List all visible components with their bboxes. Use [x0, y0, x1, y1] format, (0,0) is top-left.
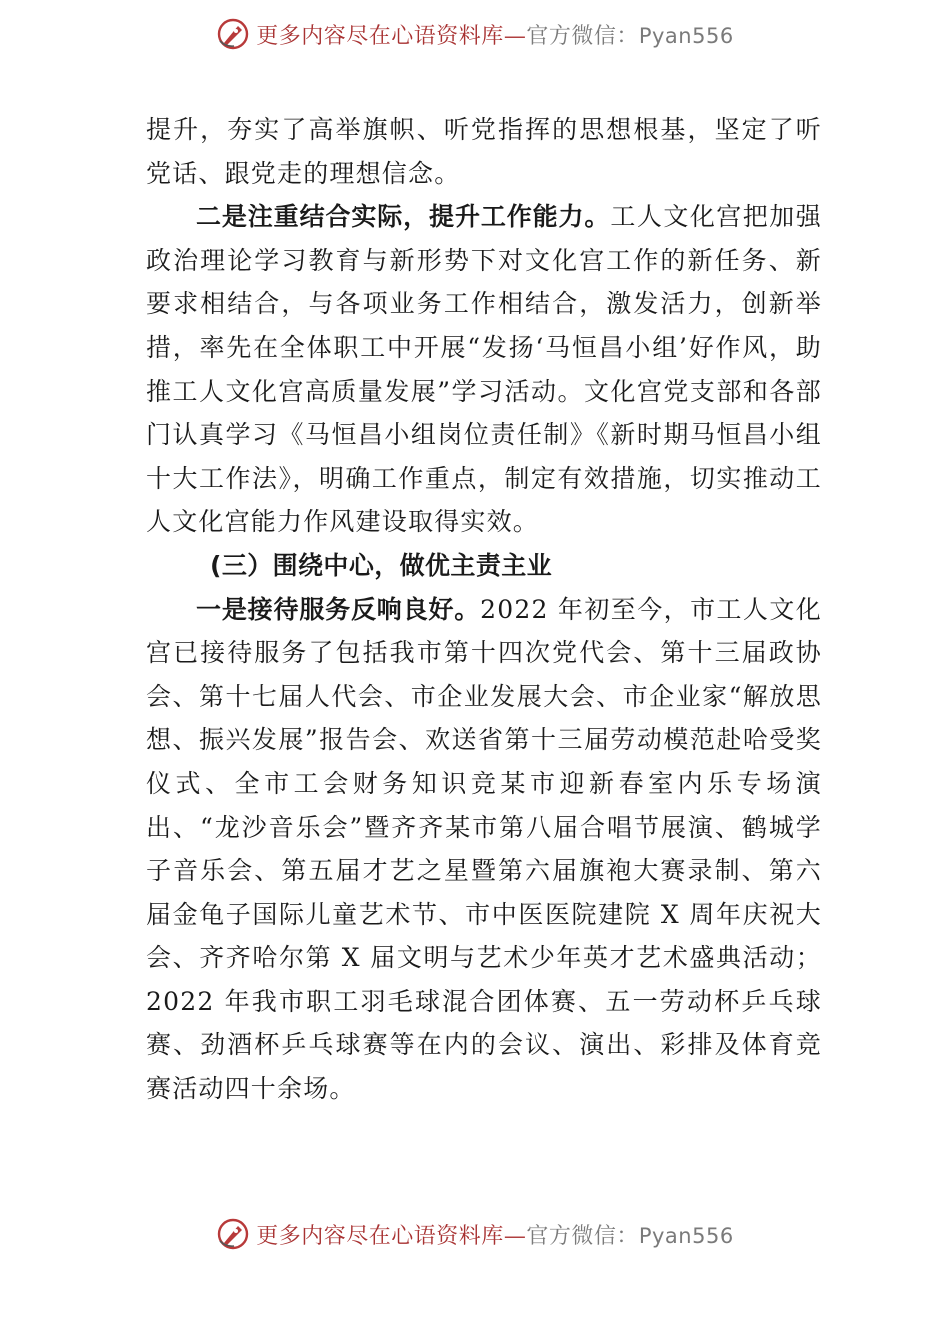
paragraph-work-ability	[146, 195, 822, 544]
paragraph-lead-work-ability: 二是注重结合实际，提升工作能力。	[196, 202, 611, 232]
pen-nib-logo-icon	[216, 1217, 250, 1251]
banner-main-text: 更多内容尽在心语资料库	[256, 1223, 504, 1249]
document-body	[146, 108, 822, 1111]
section-heading-3: (三）围绕中心，做优主责主业	[210, 550, 553, 580]
banner-separator: —	[503, 1223, 527, 1249]
paragraph-continuation: 提升，夯实了高举旗帜、听党指挥的思想根基，坚定了听党话、跟党走的理想信念。	[146, 115, 822, 188]
banner-wechat-label: 官方微信：	[526, 23, 639, 49]
banner-main-text: 更多内容尽在心语资料库	[256, 23, 504, 49]
paragraph-lead-reception-service: 一是接待服务反响良好。	[196, 594, 481, 624]
banner-separator: —	[503, 23, 527, 49]
paragraph-text-work-ability: 工人文化宫把加强政治理论学习教育与新形势下对文化宫工作的新任务、新要求相结合，与各项业务工作相结合，激发活力，创新举措，率先在全体职工中开展“发扬‘马恒昌小组’好作风，助推工人文化宫高质量发展”学习活动。文化宫党支部和各部门认真学习《马恒昌小组岗位责任制》《新时期马恒昌小组十大工作法》，明确工作重点，制定有效措施，切实推动工人文化宫能力作风建设取得实效。	[146, 202, 822, 537]
banner-wechat-label: 官方微信：	[526, 1223, 639, 1249]
pen-nib-logo-icon	[216, 17, 250, 51]
banner-wechat-handle: Pyan556	[638, 1223, 734, 1248]
banner-wechat-handle: Pyan556	[638, 23, 734, 48]
footer-banner	[0, 1212, 950, 1256]
banner-text	[256, 1219, 733, 1250]
banner-text	[256, 19, 733, 50]
paragraph-reception-service	[146, 588, 822, 1111]
paragraph-text-reception-service: 2022 年初至今，市工人文化宫已接待服务了包括我市第十四次党代会、第十三届政协会、第十七届人代会、市企业发展大会、市企业家“解放思想、振兴发展”报告会、欢送省第十三届劳动模范赴哈受奖仪式、全市工会财务知识竞某市迎新春室内乐专场演出、“龙沙音乐会”暨齐齐某市第八届合唱节展演、鹤城学子音乐会、第五届才艺之星暨第六届旗袍大赛录制、第六届金龟子国际儿童艺术节、市中医医院建院 X 周年庆祝大会、齐齐哈尔第 X 届文明与艺术少年英才艺术盛典活动；2022 年我市职工羽毛球混合团体赛、五一劳动杯乒乓球赛、劲酒杯乒乓球赛等在内的会议、演出、彩排及体育竞赛活动四十余场。	[146, 594, 822, 1104]
header-banner	[0, 12, 950, 56]
